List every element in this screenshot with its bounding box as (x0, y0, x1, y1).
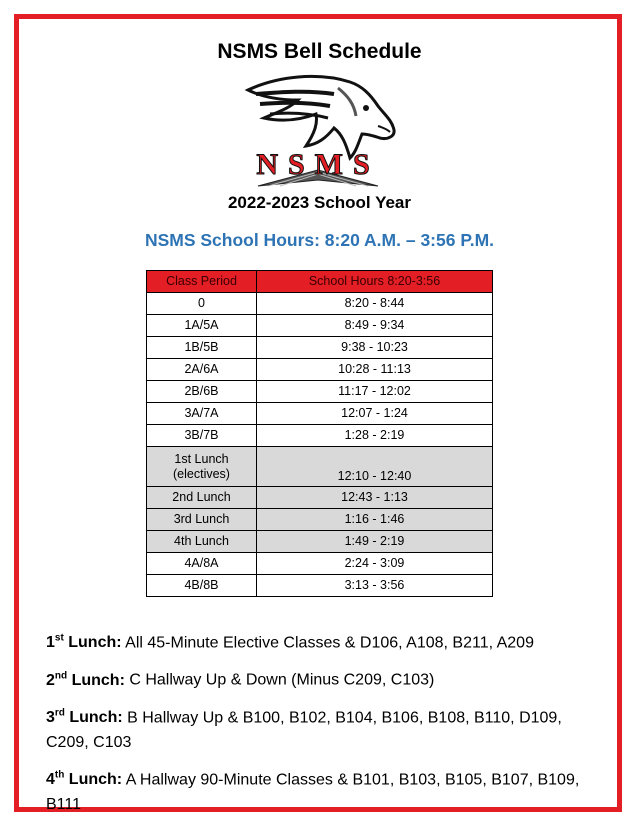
period-cell: 0 (147, 293, 257, 315)
lunch-note-1 (46, 626, 606, 655)
lunch-note-text: All 45-Minute Elective Classes & D106, A108, B211, A209 (121, 634, 534, 652)
table-row (147, 575, 493, 597)
lunch-note-label: 3rd Lunch: (46, 707, 123, 726)
time-cell: 1:28 - 2:19 (257, 425, 493, 447)
table-row-lunch (147, 447, 493, 487)
period-cell: 2nd Lunch (147, 487, 257, 509)
period-cell: 1A/5A (147, 315, 257, 337)
lunch-note-text: C Hallway Up & Down (Minus C209, C103) (124, 671, 435, 689)
time-cell: 8:49 - 9:34 (257, 315, 493, 337)
col-header-hours: School Hours 8:20-3:56 (257, 271, 493, 293)
period-cell: 3A/7A (147, 403, 257, 425)
period-cell (147, 447, 257, 487)
time-cell: 2:24 - 3:09 (257, 553, 493, 575)
period-cell: 2B/6B (147, 381, 257, 403)
table-row (147, 337, 493, 359)
table-row-lunch (147, 487, 493, 509)
lunch-note-label: 1st Lunch: (46, 633, 122, 652)
period-cell: 1B/5B (147, 337, 257, 359)
lunch-note-label: 4th Lunch: (46, 769, 123, 789)
table-row (147, 359, 493, 381)
period-cell: 3rd Lunch (147, 509, 257, 531)
period-cell: 2A/6A (147, 359, 257, 381)
period-line-1: 1st Lunch (174, 451, 229, 466)
table-row-lunch (147, 509, 493, 531)
time-cell: 12:10 - 12:40 (257, 447, 493, 487)
school-hours: NSMS School Hours: 8:20 A.M. – 3:56 P.M. (144, 230, 495, 250)
school-year: 2022-2023 School Year (227, 193, 412, 212)
period-cell: 3B/7B (147, 425, 257, 447)
mustang-head-icon (238, 68, 398, 190)
table-row (147, 403, 493, 425)
col-header-period: Class Period (147, 271, 257, 293)
lunch-note-4 (46, 763, 606, 817)
period-cell: 4B/8B (147, 575, 257, 597)
time-cell: 10:28 - 11:13 (257, 359, 493, 381)
lunch-note-2 (46, 663, 606, 692)
period-cell: 4A/8A (147, 553, 257, 575)
time-cell: 3:13 - 3:56 (257, 575, 493, 597)
lunch-note-label: 2nd Lunch: (46, 670, 125, 689)
table-row (147, 293, 493, 315)
table-row (147, 381, 493, 403)
table-row (147, 553, 493, 575)
time-cell: 12:07 - 1:24 (257, 403, 493, 425)
time-cell: 1:16 - 1:46 (257, 509, 493, 531)
table-row-lunch (147, 531, 493, 553)
lunch-note-text: A Hallway 90-Minute Classes & B101, B103, B105, B107, B109, B111 (46, 771, 580, 814)
time-cell: 8:20 - 8:44 (257, 293, 493, 315)
time-cell: 1:49 - 2:19 (257, 531, 493, 553)
svg-text:NSMS: NSMS (256, 148, 380, 181)
lunch-note-text: B Hallway Up & B100, B102, B104, B106, B108, B110, D109, C209, C103 (46, 708, 562, 751)
period-line-2: (electives) (173, 466, 230, 481)
lunch-notes (46, 626, 606, 825)
period-cell: 4th Lunch (147, 531, 257, 553)
table-header-row (147, 271, 493, 293)
mustang-logo (238, 68, 398, 190)
bell-schedule-table (146, 270, 493, 597)
page-title: NSMS Bell Schedule (217, 40, 422, 63)
table-row (147, 315, 493, 337)
time-cell: 9:38 - 10:23 (257, 337, 493, 359)
time-cell: 12:43 - 1:13 (257, 487, 493, 509)
table-row (147, 425, 493, 447)
lunch-note-3 (46, 701, 606, 755)
time-cell: 11:17 - 12:02 (257, 381, 493, 403)
